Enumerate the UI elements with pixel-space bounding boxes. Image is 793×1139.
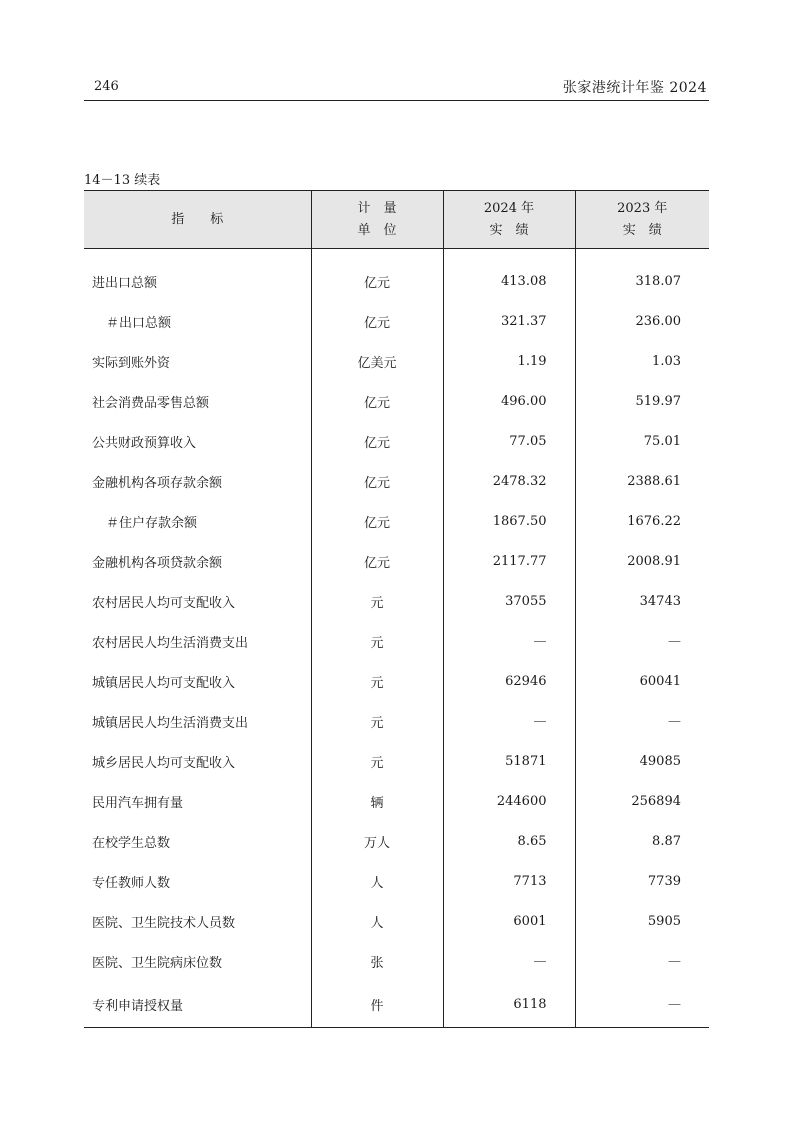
table-row (84, 661, 709, 701)
value-2024-cell: 1867.50 (443, 501, 575, 541)
table-row (84, 981, 709, 1028)
value-2023-cell: 75.01 (575, 421, 709, 461)
indicator-cell: ＃住户存款余额 (106, 515, 198, 531)
value-2024-cell: 6001 (443, 901, 575, 941)
value-2024-cell: 1.19 (443, 341, 575, 381)
indicator-cell: 农村居民人均生活消费支出 (92, 635, 249, 651)
table-row (84, 701, 709, 741)
unit-cell: 元 (311, 741, 443, 781)
value-2023-cell: 49085 (575, 741, 709, 781)
column-header-indicator-label: 指 标 (171, 211, 224, 227)
table-header-row (84, 191, 709, 249)
indicator-cell: 公共财政预算收入 (92, 435, 197, 451)
unit-cell: 亿元 (311, 301, 443, 341)
table-body (84, 249, 709, 1028)
unit-cell: 亿元 (311, 381, 443, 421)
value-2023-cell: 519.97 (575, 381, 709, 421)
value-2023-cell: — (575, 941, 709, 981)
value-2023-cell: 1676.22 (575, 501, 709, 541)
value-2023-cell: 2388.61 (575, 461, 709, 501)
value-2023-cell: 60041 (575, 661, 709, 701)
table-row (84, 621, 709, 661)
column-header-indicator (84, 191, 311, 249)
indicator-cell: 社会消费品零售总额 (92, 395, 210, 411)
value-2024-cell: 321.37 (443, 301, 575, 341)
column-header-2024-line1: 2024 年 (483, 200, 535, 216)
column-header-unit-line1: 计 量 (357, 200, 397, 216)
table-row (84, 741, 709, 781)
value-2023-cell: 318.07 (575, 249, 709, 302)
unit-cell: 人 (311, 861, 443, 901)
unit-cell: 张 (311, 941, 443, 981)
indicator-cell: 医院、卫生院技术人员数 (92, 915, 236, 931)
value-2024-cell: — (443, 701, 575, 741)
unit-cell: 元 (311, 661, 443, 701)
table-row (84, 941, 709, 981)
table-caption: 14－13 续表 (84, 173, 161, 188)
indicator-cell: 金融机构各项贷款余额 (92, 555, 223, 571)
indicator-cell: 专任教师人数 (92, 875, 171, 891)
unit-cell: 亿元 (311, 249, 443, 302)
unit-cell: 万人 (311, 821, 443, 861)
indicator-cell: 城乡居民人均可支配收入 (92, 755, 236, 771)
unit-cell: 亿美元 (311, 341, 443, 381)
value-2023-cell: 256894 (575, 781, 709, 821)
indicator-cell: 城镇居民人均生活消费支出 (92, 715, 249, 731)
value-2024-cell: — (443, 621, 575, 661)
value-2023-cell: — (575, 621, 709, 661)
column-header-unit (311, 191, 443, 249)
value-2024-cell: 2478.32 (443, 461, 575, 501)
book-title: 张家港统计年鉴 2024 (562, 80, 707, 96)
value-2024-cell: 496.00 (443, 381, 575, 421)
value-2024-cell: 2117.77 (443, 541, 575, 581)
value-2023-cell: 34743 (575, 581, 709, 621)
column-header-2023-line2: 实 绩 (622, 222, 662, 238)
indicator-cell: 金融机构各项存款余额 (92, 475, 223, 491)
statistics-table (84, 190, 709, 1028)
table-row (84, 821, 709, 861)
value-2024-cell: 6118 (443, 981, 575, 1028)
unit-cell: 亿元 (311, 501, 443, 541)
table-row (84, 461, 709, 501)
indicator-cell: 进出口总额 (92, 275, 158, 291)
column-header-2024 (443, 191, 575, 249)
table-row (84, 381, 709, 421)
table-row (84, 249, 709, 302)
unit-cell: 元 (311, 581, 443, 621)
table-row (84, 501, 709, 541)
table-row (84, 301, 709, 341)
value-2023-cell: — (575, 981, 709, 1028)
table-row (84, 861, 709, 901)
value-2024-cell: 37055 (443, 581, 575, 621)
unit-cell: 亿元 (311, 421, 443, 461)
page-number: 246 (94, 79, 119, 94)
value-2023-cell: 7739 (575, 861, 709, 901)
indicator-cell: 医院、卫生院病床位数 (92, 955, 223, 971)
table-row (84, 341, 709, 381)
indicator-cell: 民用汽车拥有量 (92, 795, 184, 811)
table-row (84, 421, 709, 461)
indicator-cell: 农村居民人均可支配收入 (92, 595, 236, 611)
unit-cell: 辆 (311, 781, 443, 821)
value-2023-cell: 236.00 (575, 301, 709, 341)
value-2023-cell: 1.03 (575, 341, 709, 381)
column-header-2023 (575, 191, 709, 249)
unit-cell: 元 (311, 621, 443, 661)
indicator-cell: ＃出口总额 (106, 315, 172, 331)
indicator-cell: 专利申请授权量 (84, 981, 311, 1028)
table-row (84, 781, 709, 821)
unit-cell: 亿元 (311, 541, 443, 581)
unit-cell: 亿元 (311, 461, 443, 501)
table-row (84, 901, 709, 941)
unit-cell: 件 (311, 981, 443, 1028)
value-2024-cell: 77.05 (443, 421, 575, 461)
value-2024-cell: — (443, 941, 575, 981)
value-2024-cell: 62946 (443, 661, 575, 701)
value-2024-cell: 413.08 (443, 249, 575, 302)
statistics-table-container (84, 190, 709, 1028)
column-header-2023-line1: 2023 年 (617, 200, 668, 216)
value-2024-cell: 8.65 (443, 821, 575, 861)
page-header (84, 70, 709, 101)
indicator-cell: 城镇居民人均可支配收入 (92, 675, 236, 691)
value-2023-cell: 5905 (575, 901, 709, 941)
table-row (84, 541, 709, 581)
unit-cell: 人 (311, 901, 443, 941)
column-header-2024-line2: 实 绩 (489, 222, 529, 238)
indicator-cell: 在校学生总数 (92, 835, 171, 851)
column-header-unit-line2: 单 位 (357, 222, 397, 238)
value-2023-cell: — (575, 701, 709, 741)
indicator-cell: 实际到账外资 (92, 355, 171, 371)
value-2024-cell: 244600 (443, 781, 575, 821)
unit-cell: 元 (311, 701, 443, 741)
value-2024-cell: 7713 (443, 861, 575, 901)
value-2023-cell: 8.87 (575, 821, 709, 861)
value-2024-cell: 51871 (443, 741, 575, 781)
value-2023-cell: 2008.91 (575, 541, 709, 581)
table-row (84, 581, 709, 621)
